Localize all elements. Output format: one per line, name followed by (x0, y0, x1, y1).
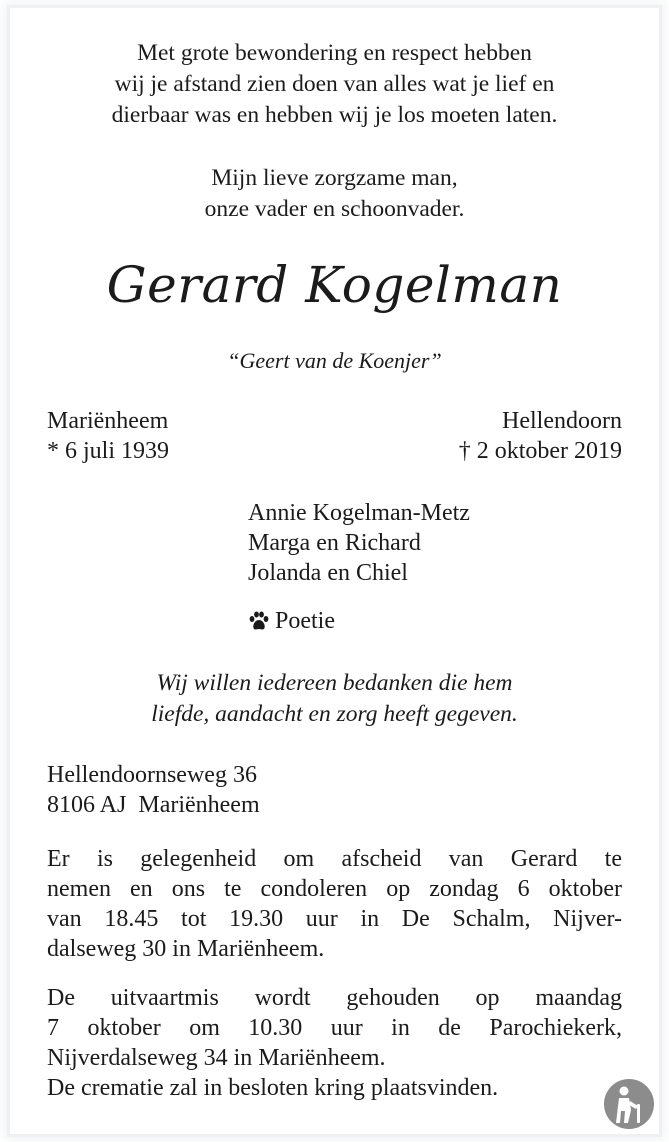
announcement-card (10, 8, 659, 1134)
family-member: Marga en Richard (248, 530, 421, 556)
funeral-line: 7 oktober om 10.30 uur in de Parochiekerk, (47, 1015, 622, 1041)
address-street: Hellendoornseweg 36 (47, 762, 257, 788)
relation-line: onze vader en schoonvader. (204, 196, 465, 222)
address (47, 760, 260, 820)
condolence-line: van 18.45 tot 19.30 uur in De Schalm, Nijver- (47, 906, 622, 932)
thanks-text (10, 668, 659, 730)
death-place: Hellendoorn (502, 408, 622, 434)
birth-date: * 6 juli 1939 (47, 438, 170, 464)
birth-place: Mariënheem (47, 408, 169, 434)
address-city: 8106 AJ Mariënheem (47, 792, 260, 818)
memorial-logo (604, 1079, 654, 1129)
memorial-figure-icon (604, 1079, 654, 1129)
thanks-line: liefde, aandacht en zorg heeft gegeven. (151, 701, 518, 727)
intro-line: dierbaar was en hebben wij je los moeten laten. (111, 102, 558, 128)
nickname: “Geert van de Koenjer” (227, 348, 442, 373)
pet-name: Poetie (275, 608, 335, 634)
thanks-line: Wij willen iedereen bedanken die hem (156, 670, 513, 696)
death-info (459, 406, 622, 466)
relation-line: Mijn lieve zorgzame man, (211, 165, 458, 191)
condolence-line: dalseweg 30 in Mariënheem. (47, 936, 325, 962)
funeral-text (47, 983, 622, 1103)
funeral-line: De crematie zal in besloten kring plaatsvinden. (47, 1075, 499, 1101)
family-member: Jolanda en Chiel (248, 560, 408, 586)
intro-line: Met grote bewondering en respect hebben (137, 40, 532, 66)
death-date: † 2 oktober 2019 (458, 438, 622, 464)
paw-icon (248, 611, 270, 631)
intro-text (10, 38, 659, 131)
intro-line: wij je afstand zien doen van alles wat je lief en (114, 71, 555, 97)
family-list (248, 498, 470, 588)
funeral-line: De uitvaartmis wordt gehouden op maandag (47, 985, 622, 1011)
condolence-line: nemen en ons te condoleren op zondag 6 oktober (47, 876, 622, 902)
deceased-name: Gerard Kogelman (106, 256, 563, 314)
condolence-line: Er is gelegenheid om afscheid van Gerard te (47, 846, 622, 872)
birth-info (47, 406, 169, 466)
condolence-text (47, 844, 622, 964)
pet-line (248, 606, 335, 636)
relation-text (10, 163, 659, 225)
family-member: Annie Kogelman-Metz (248, 500, 470, 526)
funeral-line: Nijverdalseweg 34 in Mariënheem. (47, 1045, 386, 1071)
